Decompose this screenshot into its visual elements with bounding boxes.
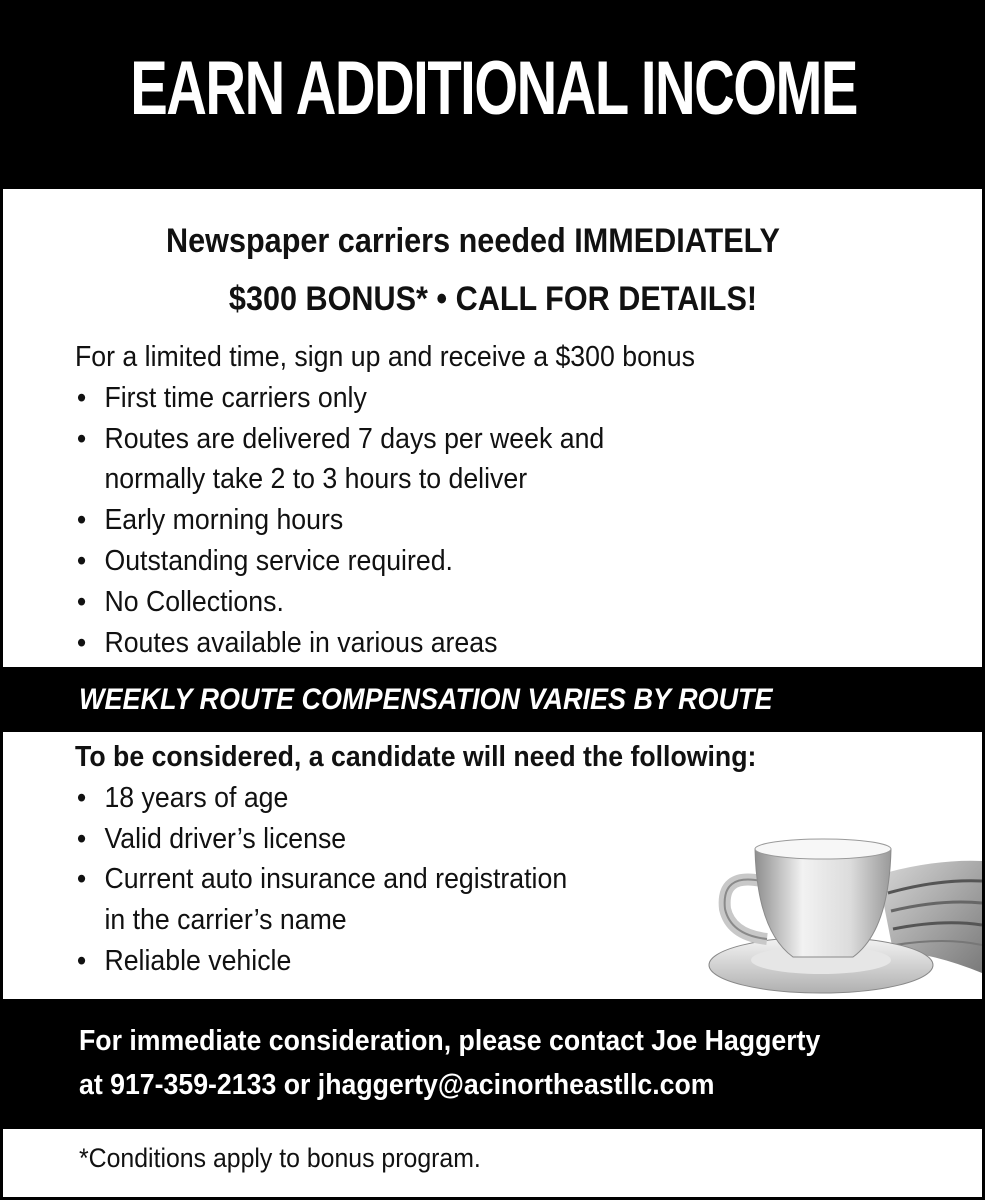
- contact-info: [79, 1019, 820, 1107]
- bonus-footnote: *Conditions apply to bonus program.: [79, 1143, 481, 1173]
- list-item: • Outstanding service required.: [75, 541, 885, 582]
- bullet-icon: •: [76, 863, 87, 896]
- list-item: • Reliable vehicle: [75, 941, 885, 982]
- bullet-icon: •: [76, 822, 87, 855]
- list-item: • No Collections.: [75, 582, 885, 623]
- bullet-icon: •: [76, 422, 87, 455]
- list-item: • Early morning hours: [75, 500, 885, 541]
- headline-bonus: $300 BONUS* • CALL FOR DETAILS!: [228, 280, 758, 318]
- list-item: • Valid driver’s license: [75, 819, 885, 860]
- bullet-icon: •: [76, 381, 87, 414]
- contact-banner: [3, 999, 982, 1129]
- list-item: • Routes are delivered 7 days per week and normally take 2 to 3 hours to deliver: [75, 419, 885, 501]
- compensation-text: WEEKLY ROUTE COMPENSATION VARIES BY ROUTE: [79, 683, 773, 716]
- bullet-icon: •: [76, 781, 87, 814]
- requirements-heading: To be considered, a candidate will need the following:: [75, 741, 757, 773]
- benefits-section: [75, 337, 885, 663]
- list-item: • Routes available in various areas: [75, 623, 885, 664]
- title-bar: [3, 3, 982, 189]
- bullet-icon: •: [76, 544, 87, 577]
- list-item: • 18 years of age: [75, 778, 885, 819]
- coffee-cup-newspaper-icon: [703, 823, 982, 1001]
- intro-text: For a limited time, sign up and receive a $300 bonus: [75, 341, 695, 373]
- headline-carriers-needed: Newspaper carriers needed IMMEDIATELY: [166, 222, 780, 260]
- list-item: • Current auto insurance and registration in the carrier’s name: [75, 859, 885, 941]
- bullet-icon: •: [76, 944, 87, 977]
- benefits-list: [75, 378, 885, 664]
- bullet-icon: •: [76, 585, 87, 618]
- compensation-banner: [3, 667, 982, 732]
- bullet-icon: •: [76, 626, 87, 659]
- contact-phone-email: at 917-359-2133 or jhaggerty@acinortheastllc.com: [79, 1069, 715, 1101]
- bullet-icon: •: [76, 504, 87, 537]
- list-item: • First time carriers only: [75, 378, 885, 419]
- contact-line: For immediate consideration, please contact Joe Haggerty: [79, 1025, 821, 1057]
- ad-title: EARN ADDITIONAL INCOME: [130, 46, 857, 131]
